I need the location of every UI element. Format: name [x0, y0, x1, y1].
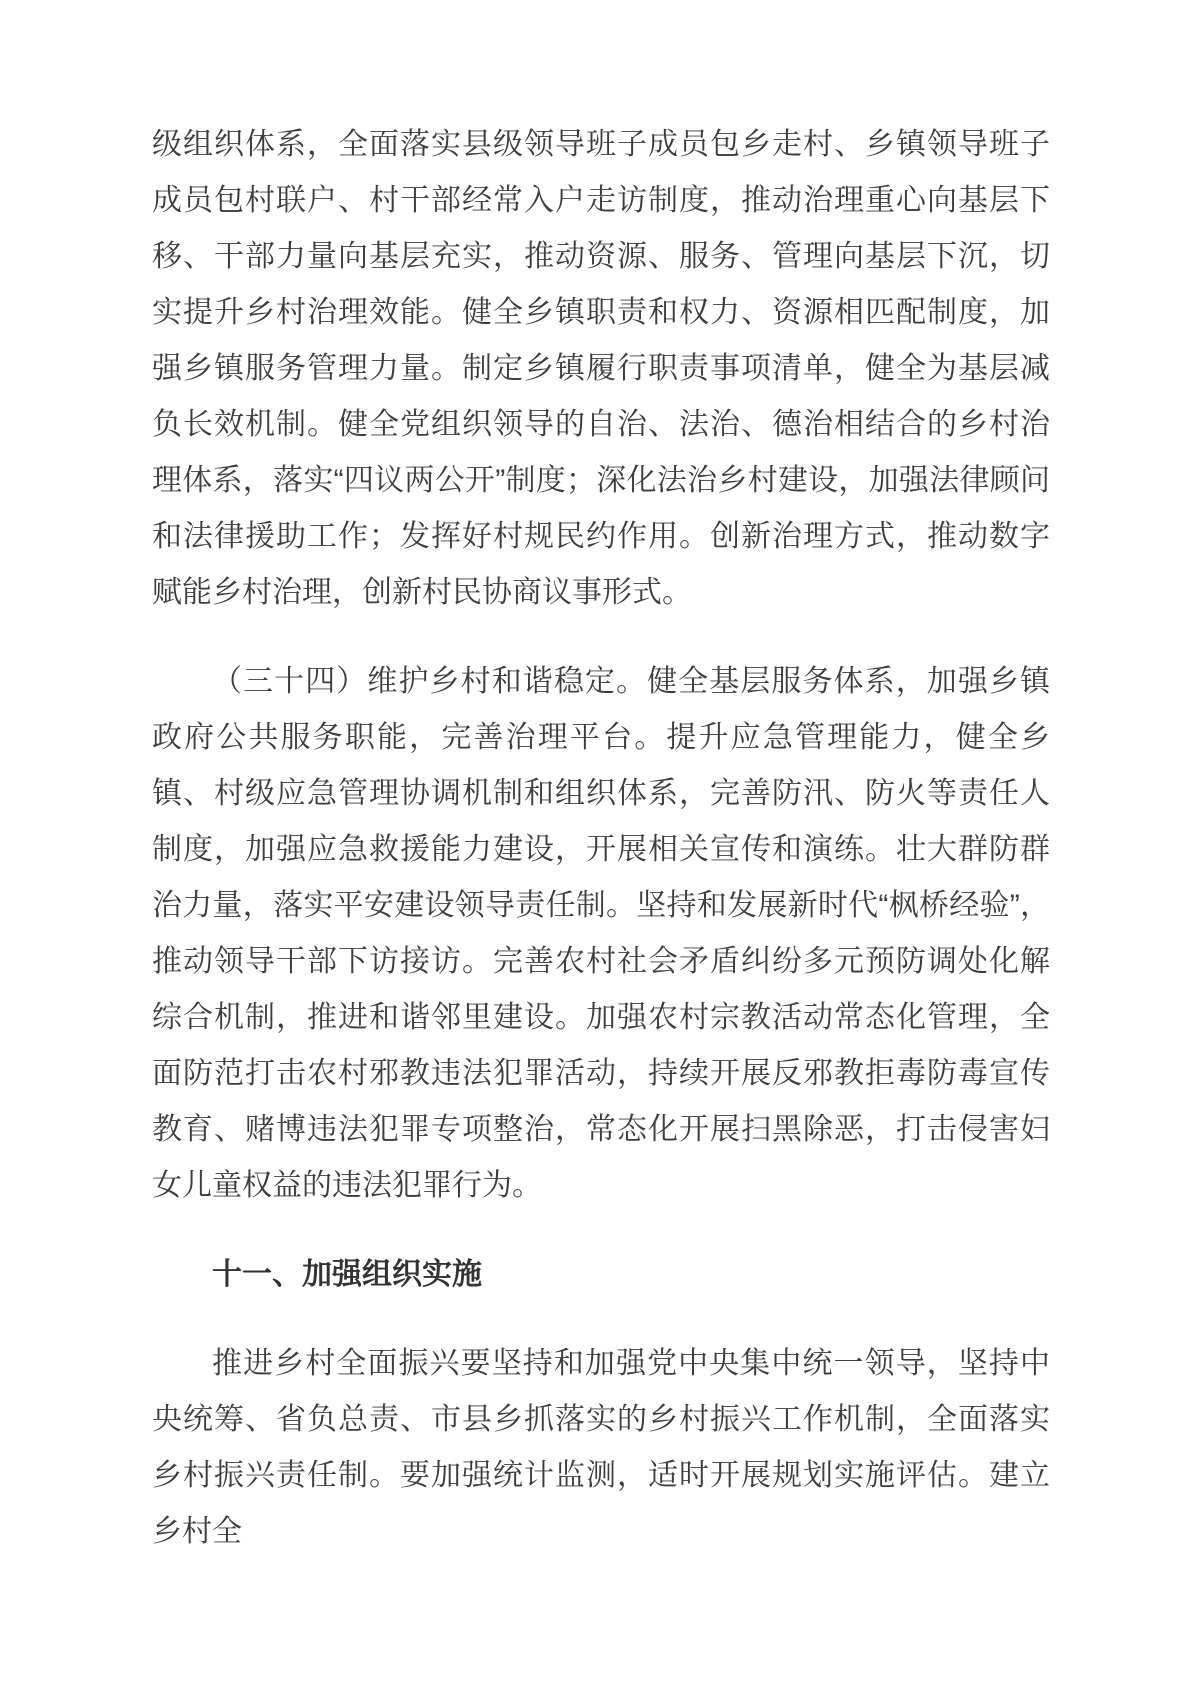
section-heading-11-organization: 十一、加强组织实施 [212, 1258, 482, 1291]
paragraph-continuation-governance: 级组织体系，全面落实县级领导班子成员包乡走村、乡镇领导班子成员包村联户、村干部经常入户走访制度，推动治理重心向基层下移、干部力量向基层充实，推动资源、服务、管理向基层下沉，切实提升乡村治理效能。健全乡镇职责和权力、资源相匹配制度，加强乡镇服务管理力量。制定乡镇履行职责事项清单，健全为基层减负长效机制。健全党组织领导的自治、法治、德治相结合的乡村治理体系，落实“四议两公开”制度；深化法治乡村建设，加强法律顾问和法律援助工作；发挥好村规民约作用。创新治理方式，推动数字赋能乡村治理，创新村民协商议事形式。 [152, 128, 1050, 609]
paragraph-implementation-leadership: 推进乡村全面振兴要坚持和加强党中央集中统一领导，坚持中央统筹、省负总责、市县乡抓落实的乡村振兴工作机制，全面落实乡村振兴责任制。要加强统计监测，适时开展规划实施评估。建立乡村全 [152, 1347, 1050, 1548]
paragraph-item-34-rural-harmony: （三十四）维护乡村和谐稳定。健全基层服务体系，加强乡镇政府公共服务职能，完善治理平台。提升应急管理能力，健全乡镇、村级应急管理协调机制和组织体系，完善防汛、防火等责任人制度，加强应急救援能力建设，开展相关宣传和演练。壮大群防群治力量，落实平安建设领导责任制。坚持和发展新时代“枫桥经验”，推动领导干部下访接访。完善农村社会矛盾纠纷多元预防调处化解综合机制，推进和谐邻里建设。加强农村宗教活动常态化管理，全面防范打击农村邪教违法犯罪活动，持续开展反邪教拒毒防毒宣传教育、赌博违法犯罪专项整治，常态化开展扫黑除恶，打击侵害妇女儿童权益的违法犯罪行为。 [152, 665, 1050, 1202]
